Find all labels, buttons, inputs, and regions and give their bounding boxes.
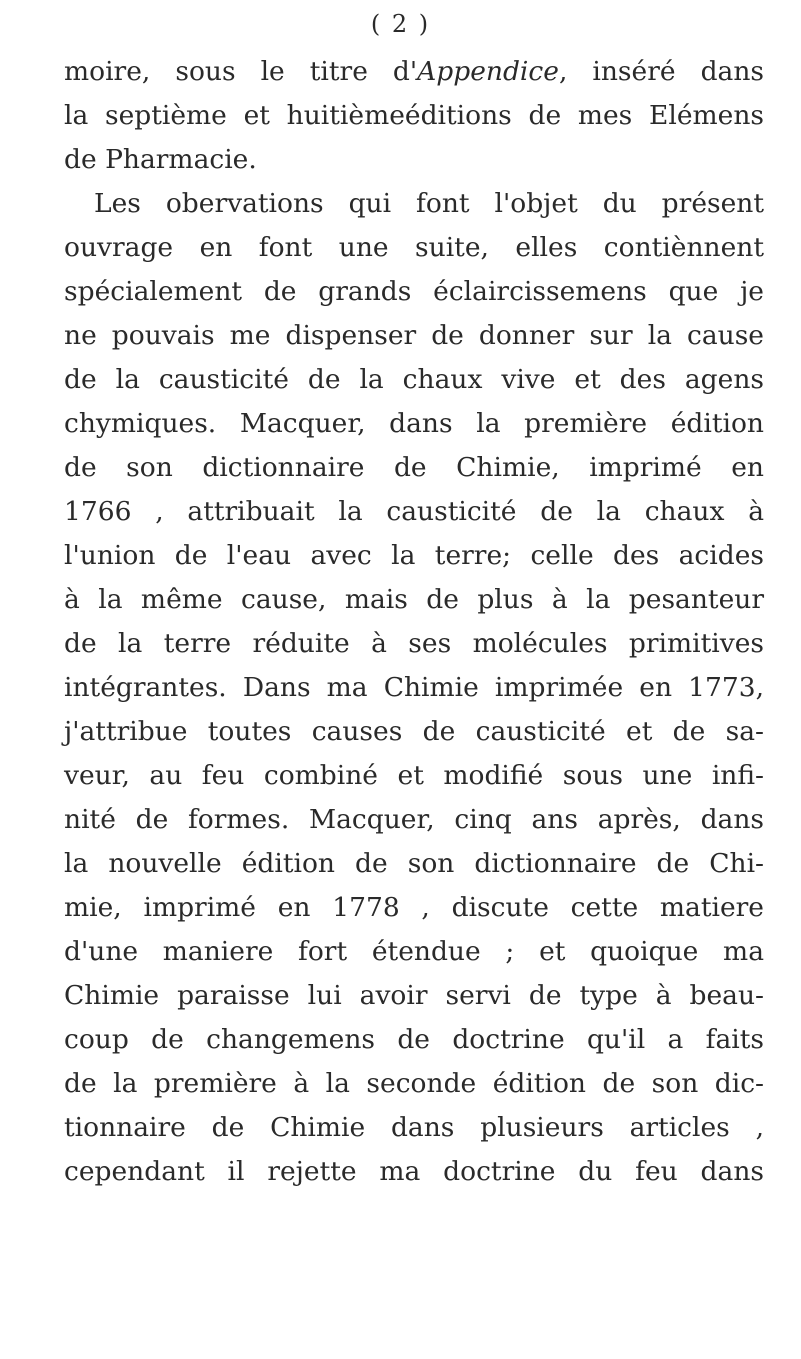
text-line: de la causticité de la chaux vive et des agens: [64, 364, 764, 395]
text-line: j'attribue toutes causes de causticité et de sa-: [64, 716, 764, 747]
text-line: nité de formes. Macquer, cinq ans après, dans: [64, 804, 764, 835]
text-line: l'union de l'eau avec la terre; celle des acides: [64, 540, 764, 571]
text-line: coup de changemens de doctrine qu'il a faits: [64, 1024, 764, 1055]
text-line: Les obervations qui font l'objet du présent: [94, 188, 764, 219]
text-line: de la première à la seconde édition de son dic-: [64, 1068, 764, 1099]
text-line: tionnaire de Chimie dans plusieurs articles ,: [64, 1112, 764, 1143]
text-line: Chimie paraisse lui avoir servi de type à beau-: [64, 980, 764, 1011]
page-number: ( 2 ): [370, 10, 431, 38]
text-line: spécialement de grands éclaircissemens que je: [64, 276, 764, 307]
text-line: veur, au feu combiné et modifié sous une infi-: [64, 760, 764, 791]
text-line: la nouvelle édition de son dictionnaire de Chi-: [64, 848, 764, 879]
text-segment: moire, sous le titre d': [64, 56, 418, 87]
text-line: la septième et huitièmeéditions de mes Elémens: [64, 100, 764, 131]
text-line: de son dictionnaire de Chimie, imprimé en: [64, 452, 764, 483]
text-line: ouvrage en font une suite, elles contiènnent: [64, 232, 764, 263]
text-line: chymiques. Macquer, dans la première édition: [64, 408, 764, 439]
text-segment: , inséré dans: [558, 56, 764, 87]
text-line: d'une maniere fort étendue ; et quoique ma: [64, 936, 764, 967]
text-line: intégrantes. Dans ma Chimie imprimée en 1773,: [64, 672, 764, 703]
italic-title: Appendice: [417, 56, 559, 87]
body-text: [64, 50, 764, 1194]
text-line: 1766 , attribuait la causticité de la chaux à: [64, 496, 764, 527]
text-line: [64, 50, 764, 94]
text-line: cependant il rejette ma doctrine du feu dans: [64, 1156, 764, 1187]
text-line: de la terre réduite à ses molécules primitives: [64, 628, 764, 659]
text-line: à la même cause, mais de plus à la pesanteur: [64, 584, 764, 615]
text-line: de Pharmacie.: [64, 144, 257, 175]
text-line: ne pouvais me dispenser de donner sur la cause: [64, 320, 764, 351]
text-line: mie, imprimé en 1778 , discute cette matiere: [64, 892, 764, 923]
